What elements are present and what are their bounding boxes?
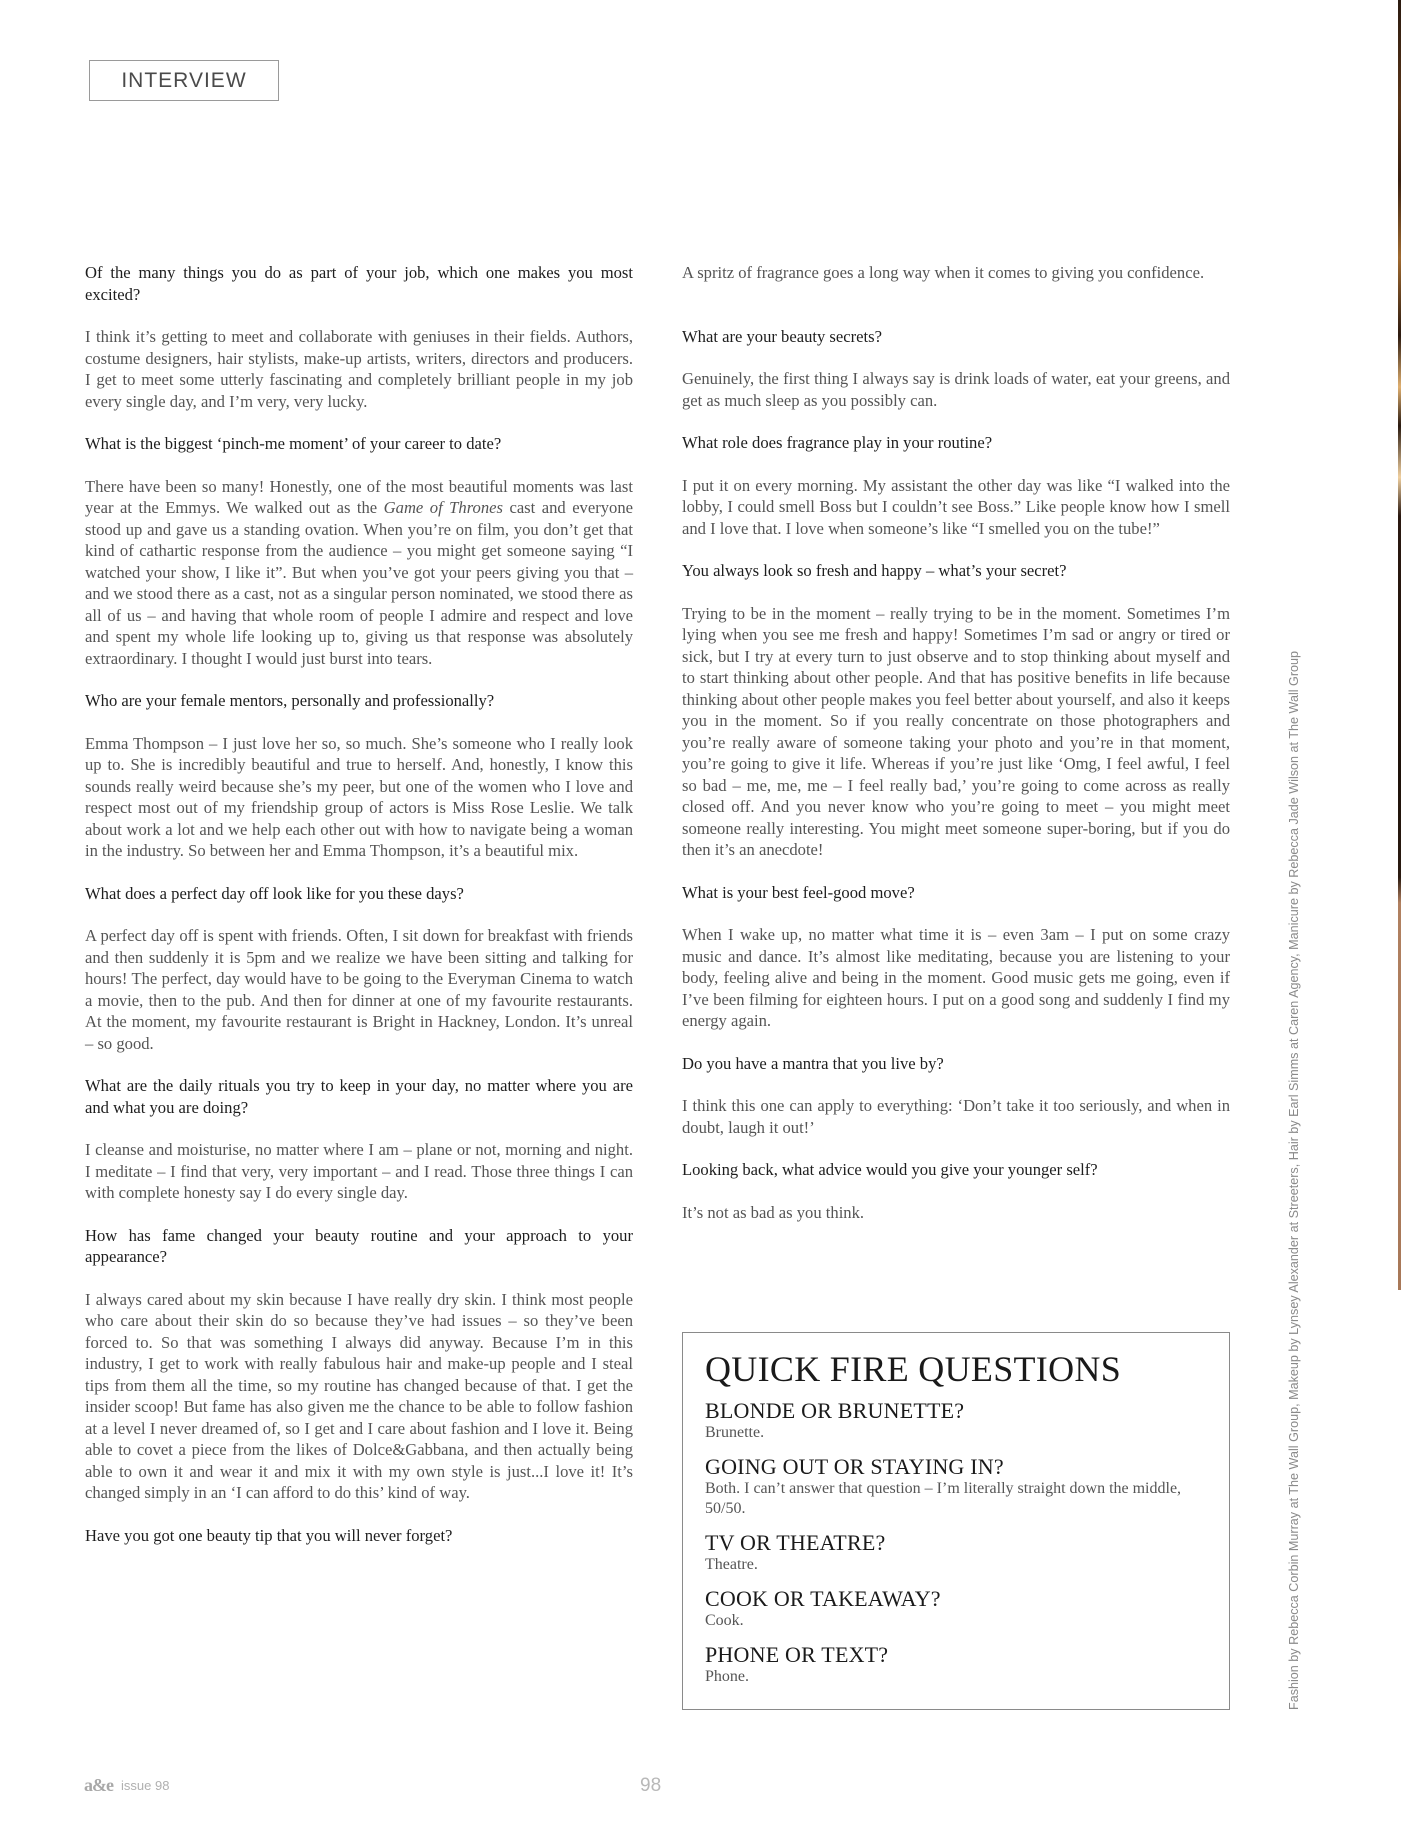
- question: What are your beauty secrets?: [682, 326, 882, 346]
- quick-fire-question: BLONDE OR BRUNETTE?: [705, 1398, 965, 1423]
- answer: It’s not as bad as you think.: [682, 1202, 865, 1222]
- question: What does a perfect day off look like for you these days?: [85, 883, 464, 903]
- answer: I always cared about my skin because I have really dry skin. I think most people who care about their skin do so because they’ve had issues – so they’ve been forced to. So that was something I always did anyway. Because I’m in this industry, I get to work with really fabulous hair and make-up people and I steal tips from them all the time, so my routine has changed because of that. I get the insider scoop! But fame has also given me the chance to be able to follow fashion at a level I never dreamed of, so I get and I care about fashion and I love it. Being able to covet a piece from the likes of Dolce&Gabbana, and then actually being able to own it and wear it and mix it with my own style is just...I love it! It’s changed simply in an ‘I can afford to do this’ kind of way.: [85, 1289, 633, 1502]
- answer-text: There have been so many! Honestly, one of the most beautiful moments was last year at the Emmys. We walked out as the: [85, 476, 633, 517]
- quick-fire-answer: Phone.: [705, 1668, 749, 1685]
- magazine-logo: a&e: [84, 1775, 113, 1795]
- question: What role does fragrance play in your routine?: [682, 433, 993, 452]
- quick-fire-answer: Theatre.: [705, 1556, 758, 1573]
- question: How has fame changed your beauty routine and your approach to your appearance?: [85, 1225, 633, 1266]
- quick-fire-question: TV OR THEATRE?: [705, 1530, 886, 1555]
- answer: A perfect day off is spent with friends. Often, I sit down for breakfast with friends and then suddenly it is 5pm and we realize we have been sitting and talking for hours! The perfect, day would have to be going to the Everyman Cinema to watch a movie, then to the pub. And then for dinner at one of my favourite restaurants. At the moment, my favourite restaurant is Bright in Hackney, London. It’s unreal – so good.: [85, 926, 633, 1053]
- answer: [85, 476, 633, 670]
- quick-fire-item: [705, 1643, 1207, 1687]
- question: What is your best feel-good move?: [682, 882, 915, 902]
- section-tag: INTERVIEW: [89, 60, 279, 101]
- quick-fire-item: [705, 1399, 1207, 1443]
- quick-fire-box: [682, 1332, 1230, 1710]
- answer-text: cast and everyone stood up and gave us a standing ovation. When you’re on film, you don’t get that kind of cathartic response from the audience – you might get someone saying “I watched your show, I like it”. But when you’ve got your peers giving you that – and we stood there as a cast, not as a singular person nominated, we stood there as all of us – and having that whole room of people I admire and respect and love and spent my whole life looking up to, giving us that response was absolutely extraordinary. I thought I would just burst into tears.: [85, 498, 633, 668]
- show-title: Game of Thrones: [383, 498, 503, 517]
- quick-fire-item: [705, 1531, 1207, 1575]
- answer: I put it on every morning. My assistant the other day was like “I walked into the lobby, I could smell Boss but I couldn’t see Boss.” Like people know how I smell and I love that. I love when someone’s like “I smelled you on the tube!”: [682, 475, 1230, 538]
- question: Have you got one beauty tip that you will never forget?: [85, 1525, 453, 1545]
- page-number: 98: [640, 1775, 662, 1796]
- answer: When I wake up, no matter what time it is – even 3am – I put on some crazy music and dance. It’s almost like meditating, because you are listening to your body, feeling alive and being in the moment. Good music gets me going, even if I’ve been filming for eighteen hours. I put on a good song and suddenly I find my energy again.: [682, 925, 1230, 1030]
- quick-fire-item: [705, 1587, 1207, 1631]
- answer: Trying to be in the moment – really trying to be in the moment. Sometimes I’m lying when you see me fresh and happy! Sometimes I’m sad or angry or tired or sick, but I try at every turn to just observe and to stop thinking about myself and to start thinking about other people. And that has positive benefits in life because thinking about other people makes you feel better about yourself, and also it keeps you in the moment. So if you really concentrate on those photographers and you’re really aware of someone taking your photo and you’re in that moment, you’re going to give it life. Whereas if you’re just like ‘Omg, I feel awful, I feel so bad – me, me, me – I feel really bad,’ you’re going to come across as really closed off. And you never know who you’re going to meet – you might meet someone really interesting. You might meet someone super-boring, but if you do then it’s an anecdote!: [682, 603, 1230, 859]
- right-column: [682, 262, 1230, 1244]
- question: Do you have a mantra that you live by?: [682, 1053, 944, 1073]
- quick-fire-answer: Both. I can’t answer that question – I’m literally straight down the middle, 50/50.: [705, 1480, 1182, 1517]
- page-footer: [0, 1775, 1401, 1805]
- question: You always look so fresh and happy – what’s your secret?: [682, 561, 1067, 580]
- quick-fire-answer: Brunette.: [705, 1424, 765, 1441]
- question: Of the many things you do as part of your job, which one makes you most excited?: [85, 263, 633, 304]
- question: What is the biggest ‘pinch-me moment’ of your career to date?: [85, 434, 502, 453]
- answer: I think it’s getting to meet and collaborate with geniuses in their fields. Authors, costume designers, hair stylists, make-up artists, writers, directors and producers. I get to meet some utterly fascinating and completely brilliant people in my job every single day, and I’m very, very lucky.: [85, 327, 633, 411]
- answer: I think this one can apply to everything: ‘Don’t take it too seriously, and when in doubt, laugh it out!’: [682, 1096, 1230, 1137]
- answer: Emma Thompson – I just love her so, so much. She’s someone who I really look up to. She is incredibly beautiful and true to herself. And, honestly, I know this sounds really weird because she’s my peer, but one of the women who I love and respect most out of my friendship group of actors is Miss Rose Leslie. We talk about work a lot and we help each other out with how to navigate being a woman in the industry. So between her and Emma Thompson, it’s a beautiful mix.: [85, 733, 633, 860]
- quick-fire-title: QUICK FIRE QUESTIONS: [705, 1349, 1122, 1389]
- question: Looking back, what advice would you give your younger self?: [682, 1160, 1098, 1179]
- photo-credits: Fashion by Rebecca Corbin Murray at The Wall Group, Makeup by Lynsey Alexander at Streeters, Hair by Earl Simms at Caren Agency, Manicure by Rebecca Jade Wilson at The Wall Group: [1287, 650, 1301, 1710]
- left-column: [85, 262, 633, 1567]
- quick-fire-answer: Cook.: [705, 1612, 744, 1629]
- issue-label: issue 98: [121, 1778, 170, 1793]
- answer: A spritz of fragrance goes a long way when it comes to giving you confidence.: [682, 263, 1205, 282]
- answer: I cleanse and moisturise, no matter where I am – plane or not, morning and night. I meditate – I find that very, very important – and I read. Those three things I can with complete honesty say I do every single day.: [85, 1140, 633, 1202]
- quick-fire-question: PHONE OR TEXT?: [705, 1642, 889, 1667]
- quick-fire-question: COOK OR TAKEAWAY?: [705, 1586, 941, 1611]
- quick-fire-question: GOING OUT OR STAYING IN?: [705, 1454, 1004, 1479]
- question: Who are your female mentors, personally and professionally?: [85, 691, 495, 710]
- quick-fire-item: [705, 1455, 1207, 1519]
- answer: Genuinely, the first thing I always say is drink loads of water, eat your greens, and get as much sleep as you possibly can.: [682, 369, 1230, 410]
- question: What are the daily rituals you try to keep in your day, no matter where you are and what you are doing?: [85, 1076, 633, 1117]
